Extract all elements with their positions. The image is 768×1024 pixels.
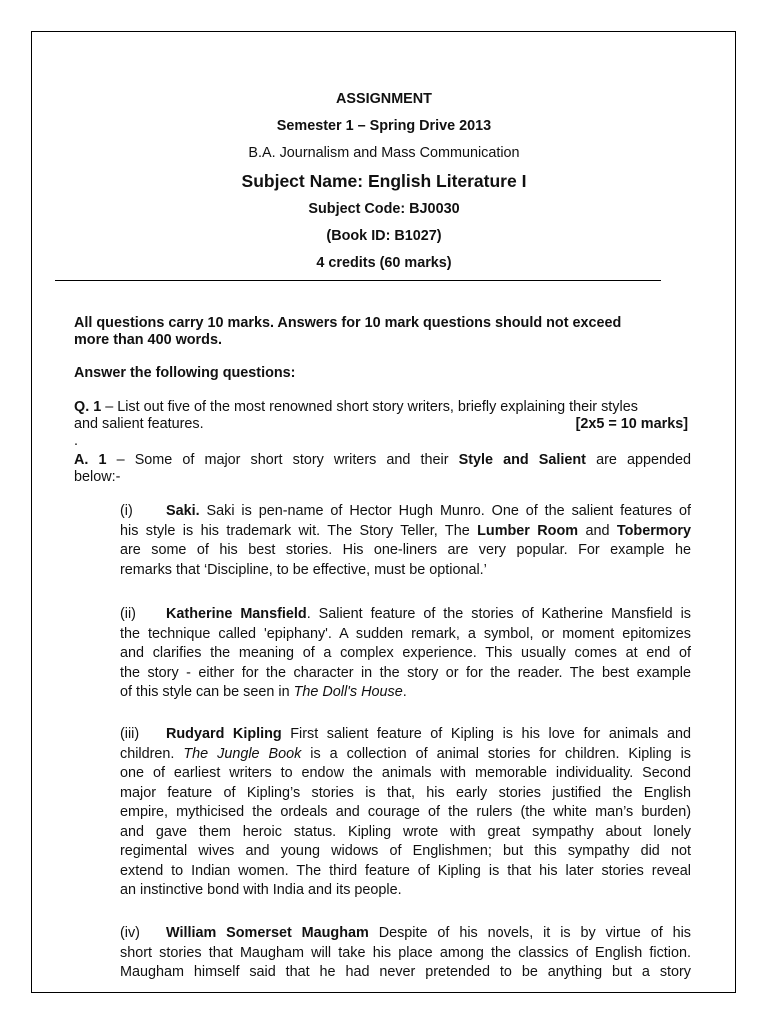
question-dot: . — [74, 433, 78, 449]
question-1-line2: and salient features. [2x5 = 10 marks] — [74, 416, 688, 432]
question-marks: [2x5 = 10 marks] — [575, 416, 688, 432]
programme-line: B.A. Journalism and Mass Communication — [248, 145, 520, 161]
writer-name: Rudyard Kipling — [166, 726, 282, 742]
assignment-title: ASSIGNMENT — [336, 91, 432, 107]
answer-heading: Answer the following questions: — [74, 365, 296, 381]
header-divider — [55, 280, 661, 281]
item-kipling: (iii) Rudyard Kipling First salient feature of Kipling is his love for animals and children. The Jungle Book is a collection of animal stories for children. Kipling is one of earliest writers to endow the animals with memorable individuality. Second major feature of Kipling’s stories is that, his early stories justified the English empire, mythicised the ordeals and courage of the rulers (the white man’s burden) and gave them heroic status. Kipling wrote with great sympathy about lonely regimental wives and young widows of Englishmen; but this sympathy did not extend to Indian women. The third feature of Kipling is that his later stories reveal an instinctive bond with India and its people. — [120, 726, 691, 898]
writer-name: William Somerset Maugham — [166, 925, 369, 941]
subject-code: Subject Code: BJ0030 — [308, 201, 460, 217]
semester-line: Semester 1 – Spring Drive 2013 — [276, 118, 492, 134]
answer-label: A. 1 — [74, 452, 107, 468]
writer-name: Saki. — [166, 503, 200, 519]
item-mansfield: (ii) Katherine Mansfield. Salient feature of the stories of Katherine Mansfield is the technique called 'epiphany'. A sudden remark, a symbol, or moment epitomizes and clarifies the meaning of a complex experience. This usually comes at end of the story - either for the character in the story or for the reader. The best example of this style can be seen in The Doll's House. — [120, 606, 691, 700]
writer-name: Katherine Mansfield — [166, 606, 307, 622]
item-maugham: (iv) William Somerset Maugham Despite of his novels, it is by virtue of his short stories that Maugham will take his place among the classics of English fiction. Maugham himself said that he had never pretended to be anything but a story — [120, 925, 691, 980]
question-1: Q. 1 – List out five of the most renowned short story writers, briefly explaining their styles — [74, 399, 638, 415]
subject-name: Subject Name: English Literature I — [241, 171, 527, 191]
question-label: Q. 1 — [74, 399, 102, 415]
item-saki: (i) Saki. Saki is pen-name of Hector Hugh Munro. One of the salient features of his style is his trademark wit. The Story Teller, The Lumber Room and Tobermory are some of his best stories. His one-liners are very popular. For example he remarks that ‘Discipline, to be effective, must be optional.’ — [120, 503, 691, 578]
answer-1-intro: A. 1 – Some of major short story writers and their Style and Salient are appended below:- — [74, 452, 691, 485]
credits-line: 4 credits (60 marks) — [316, 255, 452, 271]
marks-note: All questions carry 10 marks. Answers for 10 mark questions should not exceed more than 400 words. — [74, 315, 622, 348]
book-id: (Book ID: B1027) — [326, 228, 442, 244]
